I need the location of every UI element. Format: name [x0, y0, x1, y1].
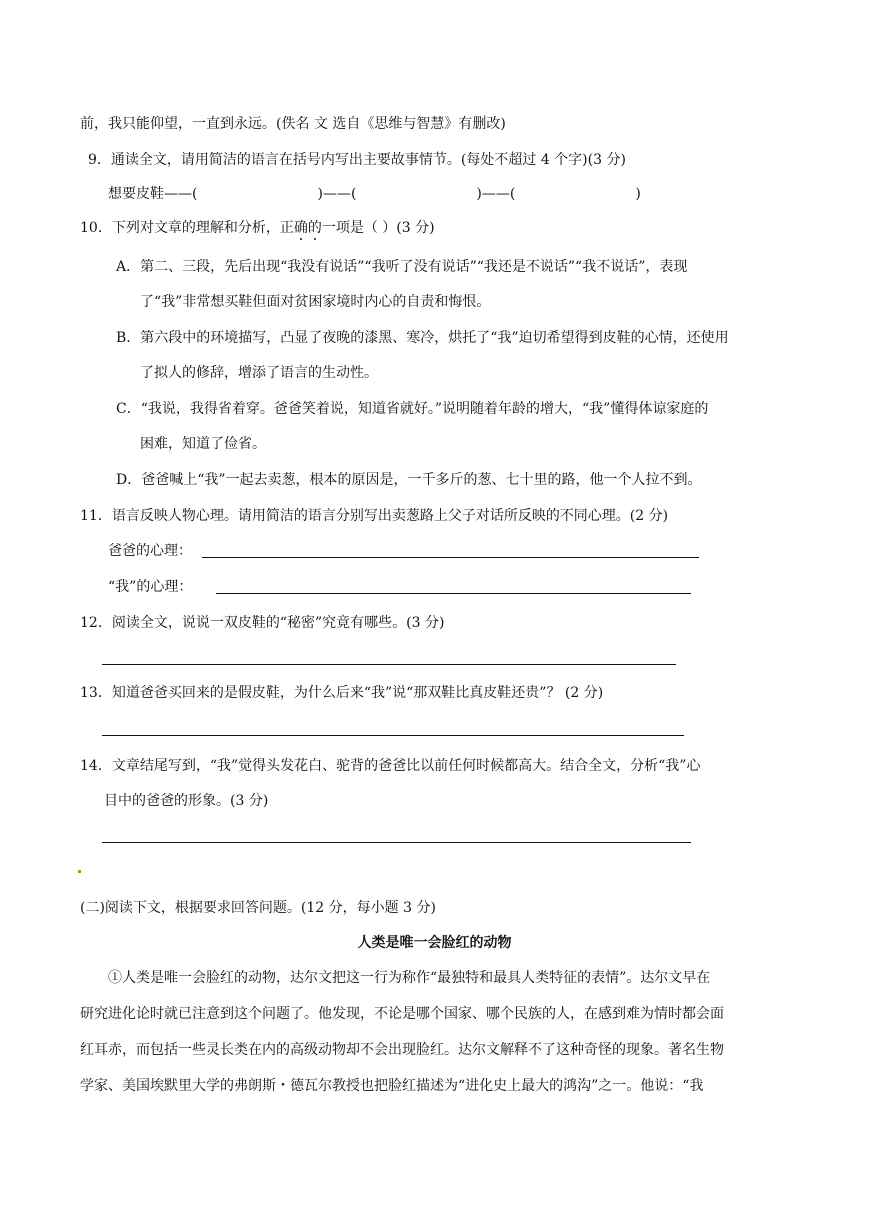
section-2-heading: (二)阅读下文，根据要求回答问题。(12 分，每小题 3 分)	[80, 900, 436, 916]
q11-me-answer-line[interactable]	[216, 593, 691, 594]
q10-option-c-line1: C．“我说，我得省着穿。爸爸笑着说，知道省就好。”说明随着年龄的增大，“我”懂得体谅家庭的	[116, 401, 709, 417]
q11-me-label: “我”的心理：	[108, 579, 193, 595]
q9-paren-close-3: )	[635, 186, 641, 202]
q10-text-prefix: 10．下列对文章的理解和分析，	[80, 220, 280, 236]
q10-option-a-line1: A．第二、三段，先后出现“我没有说话”“我听了没有说话”“我还是不说话”“我不说话”，表现	[116, 259, 688, 275]
article-para-line: 研究进化论时就已注意到这个问题了。他发现，不论是哪个国家、哪个民族的人，在感到难为情时都会面	[80, 1006, 724, 1022]
q9-dash-2: ——	[481, 186, 510, 202]
q9-plot-row	[108, 184, 641, 204]
question-12: 12．阅读全文，说说一双皮鞋的“秘密”究竟有哪些。(3 分)	[80, 615, 445, 631]
q10-option-c-line2: 困难，知道了俭省。	[140, 436, 266, 452]
question-10	[80, 218, 435, 238]
q9-dash-1: ——	[322, 186, 351, 202]
q10-emphasis: 正确	[279, 220, 308, 236]
q10-option-a-line2: 了“我”非常想买鞋但面对贫困家境时内心的自责和悔恨。	[140, 294, 491, 310]
q12-answer-line[interactable]	[102, 664, 676, 665]
question-14-line2: 目中的爸爸的形象。(3 分)	[104, 793, 269, 809]
question-13: 13．知道爸爸买回来的是假皮鞋，为什么后来“我”说“那双鞋比真皮鞋还贵”？ (2 分)	[80, 685, 604, 701]
q14-answer-line[interactable]	[102, 842, 691, 843]
q9-paren-close-2: )	[476, 186, 482, 202]
q10-text-suffix: 的一项是（ ）(3 分)	[307, 220, 435, 236]
q10-option-b-line1: B．第六段中的环境描写，凸显了夜晚的漆黑、寒冷，烘托了“我”迫切希望得到皮鞋的心情，还使用	[116, 330, 729, 346]
question-14-line1: 14．文章结尾写到，“我”觉得头发花白、驼背的爸爸比以前任何时候都高大。结合全文，分析“我”心	[80, 758, 701, 774]
q10-option-d-line1: D．爸爸喊上“我”一起去卖葱，根本的原因是，一千多斤的葱、七十里的路，他一个人拉不到。	[116, 472, 702, 488]
decorative-dot	[78, 870, 81, 873]
emphasis-dot	[314, 238, 316, 240]
question-11: 11．语言反映人物心理。请用简洁的语言分别写出卖葱路上父子对话所反映的不同心理。(2 分)	[80, 508, 669, 524]
q9-paren-open-1: (	[192, 186, 198, 202]
q13-answer-line[interactable]	[102, 735, 684, 736]
article-para-line: ①人类是唯一会脸红的动物，达尔文把这一行为称作“最独特和最具人类特征的表情”。达尔文早在	[108, 970, 711, 986]
q9-paren-open-3: (	[509, 186, 516, 202]
q11-father-answer-line[interactable]	[202, 557, 699, 558]
q9-paren-open-2: (	[350, 186, 357, 202]
article-para-line: 红耳赤，而包括一些灵长类在内的高级动物却不会出现脸红。达尔文解释不了这种奇怪的现象。著名生物	[80, 1042, 724, 1058]
article-para-line: 学家、美国埃默里大学的弗朗斯・德瓦尔教授也把脸红描述为“进化史上最大的鸿沟”之一。他说：“我	[80, 1078, 704, 1094]
q9-paren-close-1: )	[317, 186, 323, 202]
q11-father-label: 爸爸的心理：	[108, 543, 192, 559]
question-9: 9．通读全文，请用简洁的语言在括号内写出主要故事情节。(每处不超过 4 个字)(3 分)	[88, 152, 626, 168]
intro-line: 前，我只能仰望，一直到永远。(佚名 文 选自《思维与智慧》有删改)	[80, 116, 506, 132]
article-title: 人类是唯一会脸红的动物	[357, 935, 512, 951]
q10-option-b-line2: 了拟人的修辞，增添了语言的生动性。	[140, 365, 378, 381]
emphasis-dot	[300, 238, 302, 240]
q9-start: 想要皮鞋——	[108, 186, 192, 202]
